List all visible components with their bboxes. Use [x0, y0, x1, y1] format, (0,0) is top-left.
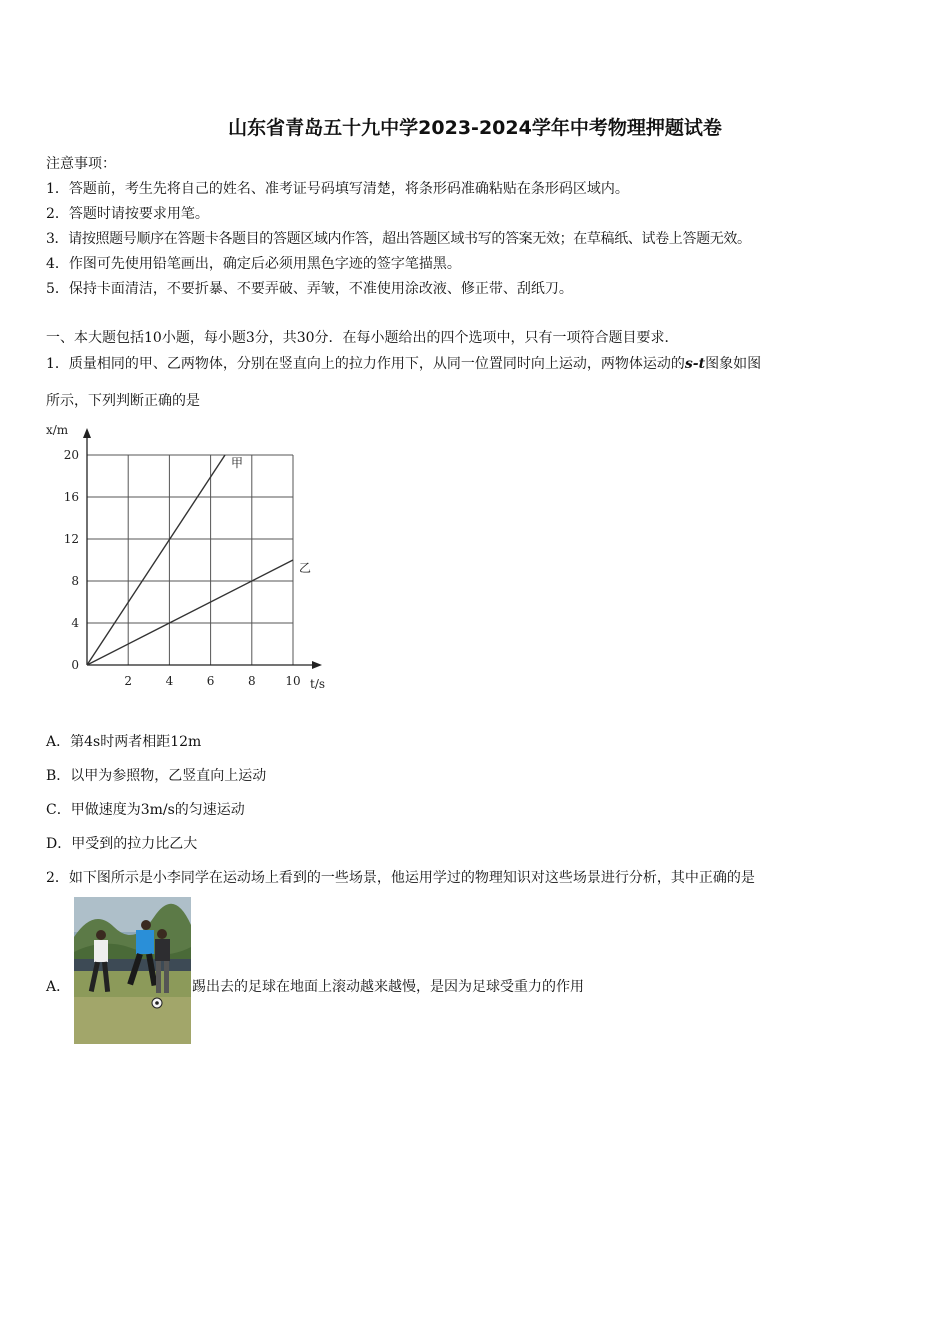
st-symbol: s-t: [684, 356, 706, 372]
y-tick-label: 4: [71, 616, 79, 630]
option-d: D．甲受到的拉力比乙大: [46, 836, 198, 852]
question-1-text-end: 图象如图: [705, 356, 762, 372]
soccer-photo: [74, 897, 191, 1044]
x-tick-label: 10: [285, 674, 301, 688]
question-2-option-a-label: A．: [46, 979, 71, 995]
series-line-jia: [87, 455, 225, 665]
question-2-stem: 2．如下图所示是小李同学在运动场上看到的一些场景，他运用学过的物理知识对这些场景进行分析，其中正确的是: [46, 870, 755, 886]
y-axis-arrow: [83, 428, 91, 438]
x-axis-arrow: [312, 661, 322, 669]
st-graph: [40, 420, 340, 700]
series-label: 甲: [231, 456, 244, 470]
series-label: 乙: [299, 561, 312, 575]
notice-item: 2．答题时请按要求用笔。: [46, 206, 209, 222]
x-axis-label: t/s: [310, 677, 326, 691]
y-tick-label: 16: [63, 490, 79, 504]
chart-axes: [83, 428, 322, 669]
option-b: B．以甲为参照物，乙竖直向上运动: [46, 768, 267, 784]
x-tick-label: 8: [247, 674, 256, 688]
notice-item: 3．请按照题号顺序在答题卡各题目的答题区域内作答，超出答题区域书写的答案无效；在草稿纸、试卷上答题无效。: [46, 231, 751, 247]
page-title: 山东省青岛五十九中学2023-2024学年中考物理押题试卷: [228, 117, 722, 139]
notice-item: 5．保持卡面清洁，不要折暴、不要弄破、弄皱，不准使用涂改液、修正带、刮纸刀。: [46, 281, 573, 297]
option-c: C．甲做速度为3m/s的匀速运动: [46, 802, 245, 818]
question-2-option-a-text: 踢出去的足球在地面上滚动越来越慢，是因为足球受重力的作用: [192, 979, 584, 995]
series-line-yi: [87, 560, 293, 665]
y-tick-label: 8: [71, 574, 79, 588]
y-tick-label: 0: [71, 658, 79, 672]
x-tick-label: 2: [124, 674, 133, 688]
question-1-stem-line2: 所示，下列判断正确的是: [46, 393, 200, 409]
option-a: A．第4s时两者相距12m: [46, 734, 202, 750]
chart-series: [87, 455, 293, 665]
section-heading: 一、本大题包括10小题，每小题3分，共30分．在每小题给出的四个选项中，只有一项符合题目要求．: [46, 330, 679, 346]
y-tick-label: 12: [63, 532, 79, 546]
chart-grid: [87, 455, 293, 665]
y-tick-label: 20: [63, 448, 79, 462]
question-1-text: 1．质量相同的甲、乙两物体，分别在竖直向上的拉力作用下，从同一位置同时向上运动，两物体运动的: [46, 356, 685, 372]
x-tick-label: 4: [165, 674, 174, 688]
notice-heading: 注意事项：: [46, 156, 116, 172]
question-1-stem: [46, 353, 761, 373]
chart-labels: [64, 448, 311, 688]
notice-item: 4．作图可先使用铅笔画出，确定后必须用黑色字迹的签字笔描黑。: [46, 256, 461, 272]
x-tick-label: 6: [206, 674, 215, 688]
y-axis-label: x/m: [46, 423, 69, 437]
notice-item: 1．答题前，考生先将自己的姓名、准考证号码填写清楚，将条形码准确粘贴在条形码区域内。: [46, 181, 629, 197]
